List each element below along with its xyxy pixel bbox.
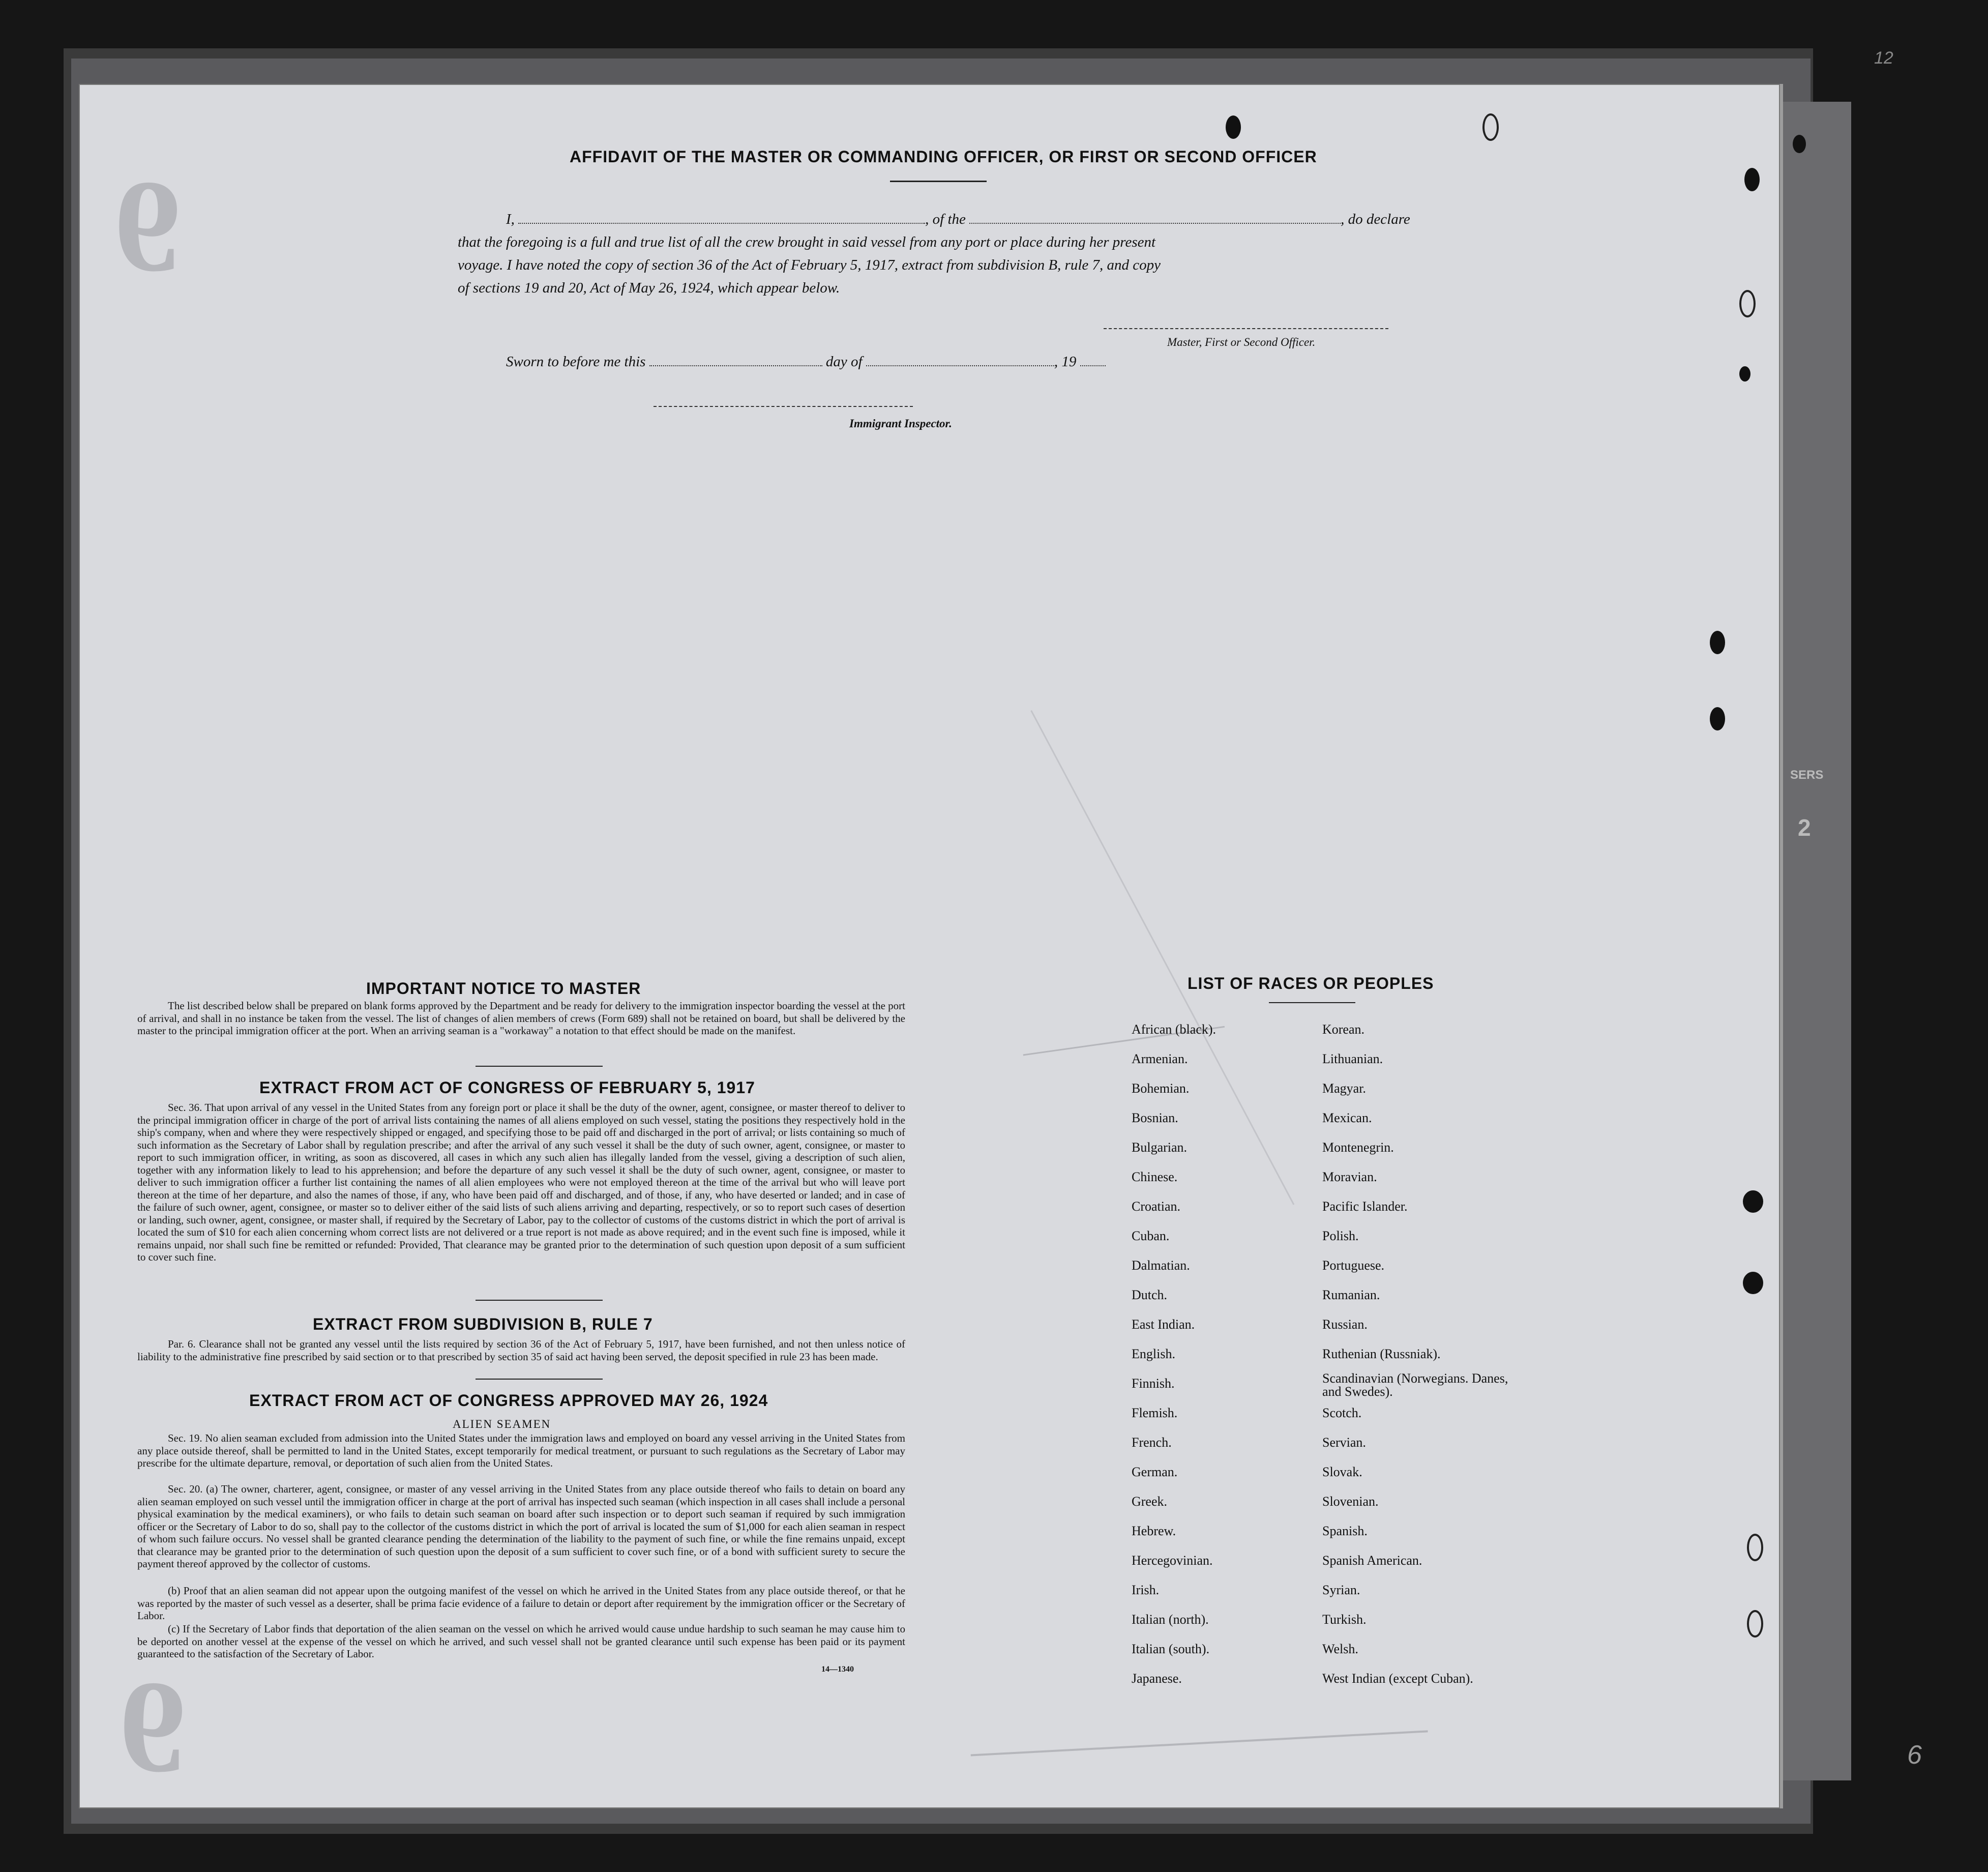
affidavit-line-2: that the foregoing is a full and true list of all the crew brought in said vessel from any port or place during her present [458,234,1156,250]
affidavit-line-1 [506,211,1498,228]
punch-hole [1743,1190,1763,1213]
master-signature-line[interactable] [1104,328,1388,329]
affidavit-title: AFFIDAVIT OF THE MASTER OR COMMANDING OFFICER, OR FIRST OR SECOND OFFICER [570,148,1317,166]
race-item: Dutch. [1132,1288,1168,1302]
race-item: Slovak. [1322,1465,1362,1479]
rule7-body: Par. 6. Clearance shall not be granted any vessel until the lists required by section 36 of the Act of February 5, 1917, have been furnished, and not then unless notice of liability to the administrative fine prescribed by said section or to that prescribed by section 35 of said act having been served, the deposit specified in rule 23 has been made. [137,1338,905,1363]
notice-rule [476,1066,603,1067]
rule7-rule [476,1379,603,1380]
master-signature-caption: Master, First or Second Officer. [1167,336,1316,348]
extract-1924-sec20a: Sec. 20. (a) The owner, charterer, agent, consignee, or master of any vessel arriving in the United States from any place outside thereof who fails to detain on board any alien seaman employed on such vessel until the immigration officer in charge at the port of arrival has inspected such seaman (which inspection in all cases shall include a personal physical examination by the medical examiners), or who fails to detain such seaman on board after such inspection or to deport such seaman if required by such immigration officer or the Secretary of Labor to do so, shall pay to the collector of the customs district in which the port of arrival is located the sum of $1,000 for each alien seaman in respect of whom such failure occurs. No vessel shall be granted clearance pending the determination of the liability to the payment of such fine, or while the fine remains unpaid, except that clearance may be granted prior to the determination of such question upon the deposit of a sum sufficient to cover such fine, or of a bond with sufficient surety to secure the payment thereof approved by the collector of customs. [137,1483,905,1570]
extract-1924-title: EXTRACT FROM ACT OF CONGRESS APPROVED MAY 26, 1924 [249,1391,768,1410]
races-title: LIST OF RACES OR PEOPLES [1188,974,1434,992]
races-right-column [1322,1015,1516,1693]
document-sheet [79,84,1783,1808]
race-item: Greek. [1132,1494,1168,1509]
race-item: Hebrew. [1132,1524,1176,1538]
race-item: German. [1132,1465,1178,1479]
races-title-rule [1269,1002,1355,1003]
page-number: 12 [1874,48,1893,68]
race-item: Flemish. [1132,1406,1178,1420]
affidavit-line-3: voyage. I have noted the copy of section 36 of the Act of February 5, 1917, extract from subdivision B, rule 7, and copy [458,257,1161,273]
race-item: Armenian. [1132,1051,1188,1066]
sworn-year-field[interactable] [1080,365,1106,366]
race-item: Scotch. [1322,1406,1362,1420]
affidavit-line-4: of sections 19 and 20, Act of May 26, 1924, which appear below. [458,280,840,296]
races-left-column [1132,1015,1216,1693]
race-item: Spanish American. [1322,1553,1422,1568]
punch-hole [1747,1534,1763,1561]
inspector-caption: Immigrant Inspector. [849,417,952,430]
extract-1924-subtitle: ALIEN SEAMEN [453,1418,551,1430]
race-item: Cuban. [1132,1228,1170,1243]
race-item: African (black). [1132,1022,1216,1037]
punch-hole [1226,115,1241,139]
race-item: Servian. [1322,1435,1366,1450]
race-item: Korean. [1322,1022,1365,1037]
race-item: Hercegovinian. [1132,1553,1213,1568]
race-item: Chinese. [1132,1169,1178,1184]
ghost-numeral-top: 9 [114,153,181,299]
extract-1917-rule [476,1300,603,1301]
notice-title: IMPORTANT NOTICE TO MASTER [366,979,641,998]
extract-1924-sec19: Sec. 19. No alien seaman excluded from admission into the United States under the immigration laws and employed on board any vessel arriving in the United States from any place outside thereof, shall be permitted to land in the United States, except temporarily for medical treatment, or pursuant to such regulations as the Secretary of Labor may prescribe for the ultimate departure, removal, or deportation of such alien from the United States. [137,1432,905,1469]
race-item: Japanese. [1132,1671,1182,1686]
race-item: West Indian (except Cuban). [1322,1671,1473,1686]
race-item: Dalmatian. [1132,1258,1190,1273]
sworn-month-field[interactable] [866,365,1054,366]
punch-hole [1739,290,1756,317]
race-item: Bulgarian. [1132,1140,1188,1155]
race-item: Italian (south). [1132,1642,1210,1656]
bottom-mark: 6 [1907,1740,1922,1770]
punch-hole [1744,168,1760,191]
race-item: Ruthenian (Russniak). [1322,1347,1441,1361]
race-item: Russian. [1322,1317,1368,1332]
race-item: Magyar. [1322,1081,1366,1096]
inspector-signature-line[interactable] [654,406,913,407]
race-item: Portuguese. [1322,1258,1385,1273]
race-item: Finnish. [1132,1376,1175,1391]
race-item: Spanish. [1322,1524,1368,1538]
race-item: Croatian. [1132,1199,1181,1214]
punch-hole [1747,1610,1763,1637]
race-item: Turkish. [1322,1612,1367,1627]
race-item: East Indian. [1132,1317,1195,1332]
race-item: Italian (north). [1132,1612,1209,1627]
extract-1924-sec20b: (b) Proof that an alien seaman did not appear upon the outgoing manifest of the vessel on which he arrived in the United States from any place outside thereof, or that he was reported by the master of such vessel as a deserter, shall be prima facie evidence of a failure to detain or deport after requirement by the immigration officer or the Secretary of Labor. [137,1585,905,1622]
race-item: Slovenian. [1322,1494,1379,1509]
vessel-name-field[interactable] [969,223,1341,224]
ghost-numeral-bottom: 9 [120,1653,186,1800]
rule7-title: EXTRACT FROM SUBDIVISION B, RULE 7 [313,1315,653,1333]
race-item: Rumanian. [1322,1288,1380,1302]
race-item: English. [1132,1347,1175,1361]
race-item: Scandinavian (Norwegians. Danes, and Swedes). [1322,1371,1508,1399]
extract-1924-sec20c: (c) If the Secretary of Labor finds that deportation of the alien seaman on the vessel on which he arrived would cause undue hardship to such seaman he may cause him to be deported on another vessel at the expense of the vessel on which he arrived, and such vessel shall not be granted clearance until such expense has been paid or its payment guaranteed to the satisfaction of the Secretary of Labor. [137,1623,905,1660]
race-item: Syrian. [1322,1583,1360,1597]
day-of-label: day of [825,354,863,370]
edge-tab-text: SERS [1790,768,1824,782]
punch-hole [1743,1272,1763,1294]
race-item: Pacific Islander. [1322,1199,1408,1214]
extract-1917-title: EXTRACT FROM ACT OF CONGRESS OF FEBRUARY 5, 1917 [259,1078,755,1097]
race-item: Moravian. [1322,1169,1377,1184]
punch-hole [1739,366,1750,382]
race-item: Bohemian. [1132,1081,1190,1096]
punch-hole [1710,631,1725,654]
notice-body: The list described below shall be prepared on blank forms approved by the Department and be ready for delivery to the immigration inspector boarding the vessel at the port of arrival, and shall in no instance be taken from the vessel. The list of changes of alien members of crews (Form 689) shall not be retained on board, but shall be delivered by the master to the principal immigration officer at the port. When an arriving seaman is a "workaway" a notation to that effect should be made on the manifest. [137,1000,905,1037]
sworn-line [506,354,1106,370]
race-item: Polish. [1322,1228,1359,1243]
punch-hole [1482,113,1499,141]
edge-digit: 2 [1798,814,1811,841]
sworn-label: Sworn to before me this [506,354,646,370]
race-item: Lithuanian. [1322,1051,1383,1066]
race-item: Irish. [1132,1583,1160,1597]
sworn-day-field[interactable] [649,365,822,366]
form-number: 14—1340 [821,1665,854,1674]
extract-1917-body: Sec. 36. That upon arrival of any vessel in the United States from any foreign port or place it shall be the duty of the owner, agent, consignee, or master thereof to deliver to the principal immigration officer in charge of the port of arrival lists containing the names of all aliens employed on such vessel, stating the positions they respectively hold in the ship's company, when and where they were respectively shipped or engaged, and specifying those to be paid off and discharged in the port of arrival; or lists containing so much of such information as the Secretary of Labor shall by regulation prescribe; and after the arrival of any such vessel it shall be the duty of such owner, agent, consignee, or master to report to such immigration officer, in writing, as soon as discovered, all cases in which any such alien has illegally landed from the vessel, giving a description of such alien, together with any information likely to lead to his apprehension; and before the departure of any such vessel it shall be the duty of such owner, agent, consignee, or master to deliver to such immigration officer a further list containing the names of all alien employees who were not employed thereon at the time of the arrival but who will leave port thereon at the time of her departure, and also the names of those, if any, who have been paid off and discharged, and of those, if any, who have deserted or landed; and in case of the failure of such owner, agent, consignee, or master so to deliver either of the said lists of such aliens arriving and departing, respectively, or so to report such cases of desertion or landing, such owner, agent, consignee, or master shall, if required by the Secretary of Labor, pay to the collector of customs of the customs district in which the port of arrival is located the sum of $10 for each alien concerning whom correct lists are not delivered or a true report is not made as above required; and in the event such fine is imposed, while it remains unpaid, nor shall such fine be remitted or refunded: Provided, That clearance may be granted prior to the determination of such question upon deposit of a sum sufficient to cover such fine. [137,1101,905,1263]
punch-hole [1793,135,1806,153]
race-item: Montenegrin. [1322,1140,1394,1155]
year-prefix-label: , 19 [1054,354,1077,370]
race-item: French. [1132,1435,1172,1450]
affidavit-i-label: I, [506,211,515,227]
race-item: Mexican. [1322,1110,1372,1125]
of-the-label: , of the [925,211,966,227]
do-declare-label: , do declare [1341,211,1410,227]
race-item: Welsh. [1322,1642,1358,1656]
affidavit-title-rule [890,181,987,182]
race-item: Bosnian. [1132,1110,1178,1125]
punch-hole [1710,707,1725,730]
master-name-field[interactable] [518,223,925,224]
